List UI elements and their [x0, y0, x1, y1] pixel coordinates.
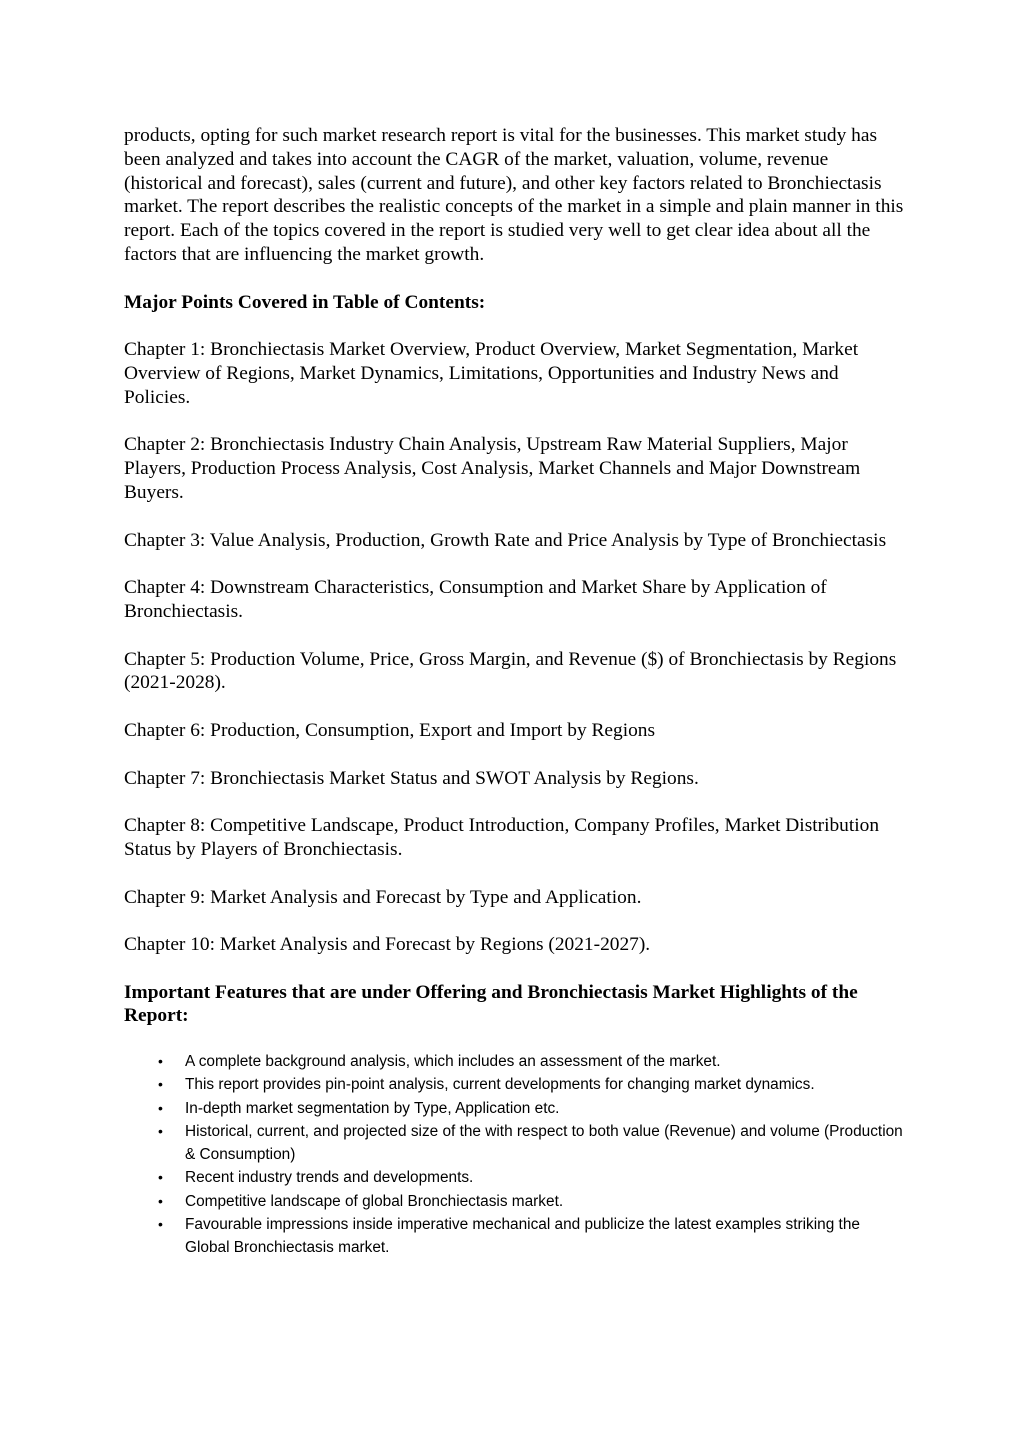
list-item	[158, 1120, 904, 1166]
chapter-paragraph: Chapter 4: Downstream Characteristics, Consumption and Market Share by Application of Bronchiectasis.	[124, 577, 827, 622]
bullet-icon: •	[158, 1122, 163, 1139]
chapter-paragraph: Chapter 1: Bronchiectasis Market Overview, Product Overview, Market Segmentation, Market Overview of Regions, Market Dynamics, Limitations, Opportunities and Industry News and Policies.	[124, 339, 859, 408]
list-item	[158, 1213, 904, 1259]
chapter-paragraph: Chapter 9: Market Analysis and Forecast by Type and Application.	[124, 886, 642, 908]
bullet-icon: •	[158, 1099, 163, 1116]
list-item-text: Recent industry trends and developments.	[185, 1169, 474, 1187]
chapter-paragraph: Chapter 7: Bronchiectasis Market Status and SWOT Analysis by Regions.	[124, 767, 699, 789]
bullet-icon: •	[158, 1053, 163, 1070]
toc-heading: Major Points Covered in Table of Contents:	[124, 291, 486, 313]
list-item-text: Competitive landscape of global Bronchiectasis market.	[185, 1192, 564, 1210]
list-item-text: This report provides pin-point analysis, current developments for changing market dynamics.	[185, 1076, 815, 1094]
bullet-icon: •	[158, 1076, 163, 1093]
chapter-paragraph: Chapter 6: Production, Consumption, Export and Import by Regions	[124, 719, 656, 741]
chapter-paragraph: Chapter 3: Value Analysis, Production, Growth Rate and Price Analysis by Type of Bronchiectasis	[124, 529, 887, 551]
document-page	[124, 124, 904, 1259]
list-item	[158, 1166, 904, 1189]
chapter-paragraph: Chapter 10: Market Analysis and Forecast by Regions (2021-2027).	[124, 934, 651, 956]
list-item	[158, 1073, 904, 1096]
list-item	[158, 1050, 904, 1073]
list-item	[158, 1190, 904, 1213]
chapter-paragraph: Chapter 8: Competitive Landscape, Product Introduction, Company Profiles, Market Distribution Status by Players of Bronchiectasis.	[124, 815, 880, 860]
bullet-icon: •	[158, 1169, 163, 1186]
list-item	[158, 1097, 904, 1120]
list-item-text: A complete background analysis, which includes an assessment of the market.	[185, 1053, 721, 1071]
list-item-text: Historical, current, and projected size of the with respect to both value (Revenue) and volume (Production & Consumption)	[185, 1122, 903, 1164]
bullet-icon: •	[158, 1215, 163, 1232]
chapter-paragraph: Chapter 2: Bronchiectasis Industry Chain Analysis, Upstream Raw Material Suppliers, Major Players, Production Process Analysis, Cost Analysis, Market Channels and Major Downstream Buyers.	[124, 434, 861, 503]
intro-paragraph: products, opting for such market research report is vital for the businesses. This market study has been analyzed and takes into account the CAGR of the market, valuation, volume, revenue (historical and forecast), sales (current and future), and other key factors related to Bronchiectasis market. The report describes the realistic concepts of the market in a simple and plain manner in this report. Each of the topics covered in the report is studied very well to get clear idea about all the factors that are influencing the market growth.	[124, 125, 904, 265]
list-item-text: Favourable impressions inside imperative mechanical and publicize the latest examples striking the Global Bronchiectasis market.	[185, 1215, 860, 1256]
features-list	[124, 1050, 904, 1259]
bullet-icon: •	[158, 1192, 163, 1209]
chapter-paragraph: Chapter 5: Production Volume, Price, Gross Margin, and Revenue ($) of Bronchiectasis by Regions (2021-2028).	[124, 648, 897, 694]
list-item-text: In-depth market segmentation by Type, Application etc.	[185, 1099, 560, 1117]
features-heading: Important Features that are under Offering and Bronchiectasis Market Highlights of the Report:	[124, 981, 858, 1027]
